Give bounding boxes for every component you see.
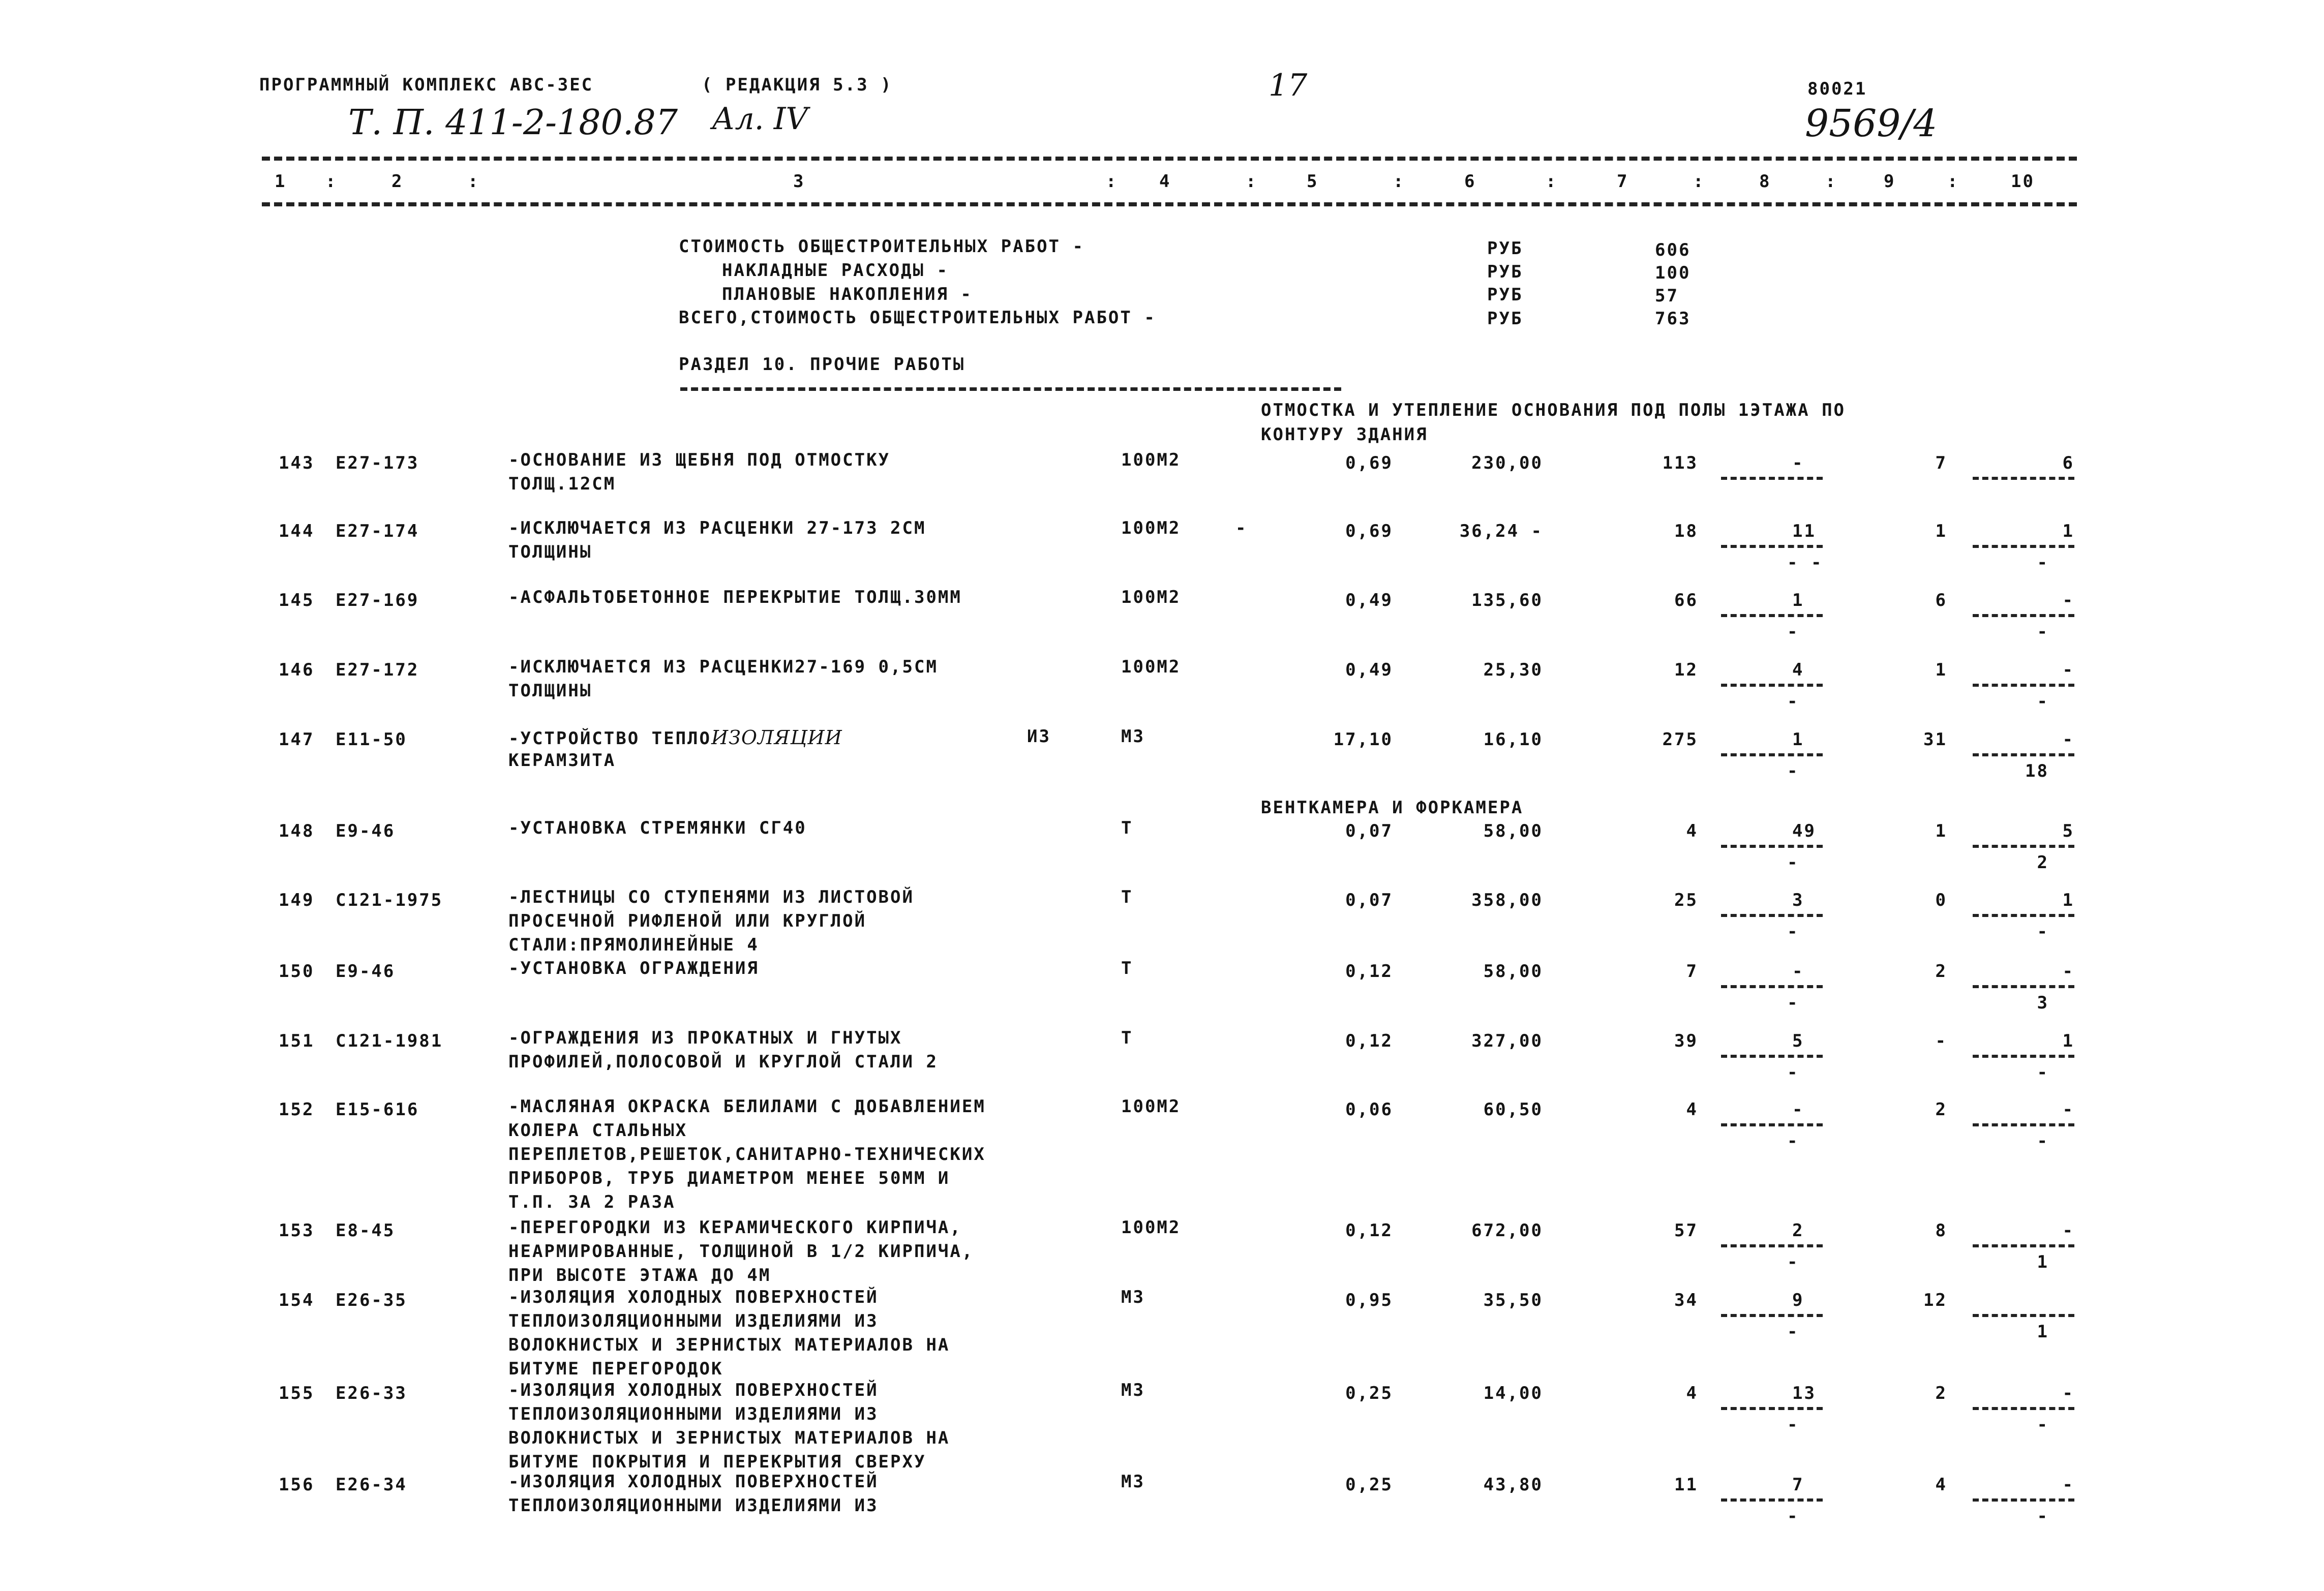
unit-price: 230,00 bbox=[1471, 453, 1543, 473]
quantity: 0,49 bbox=[1345, 660, 1393, 680]
unit: Т bbox=[1121, 1028, 1133, 1048]
work-description: БИТУМЕ ПОКРЫТИЯ И ПЕРЕКРЫТИЯ СВЕРХУ bbox=[508, 1452, 926, 1472]
summary-value: 763 bbox=[1655, 309, 1691, 329]
cell-separator bbox=[1721, 1407, 1823, 1410]
cell-separator bbox=[1973, 1498, 2074, 1502]
row-number: 144 bbox=[279, 521, 315, 541]
labor-value-2: - bbox=[1787, 993, 1799, 1013]
machine-value: 1 bbox=[1935, 821, 1947, 841]
unit-price: 327,00 bbox=[1471, 1031, 1543, 1051]
wage-value: - bbox=[2062, 590, 2074, 610]
work-description: -МАСЛЯНАЯ ОКРАСКА БЕЛИЛАМИ С ДОБАВЛЕНИЕМ bbox=[508, 1096, 986, 1117]
wage-value-2: 2 bbox=[2037, 852, 2049, 873]
document-code: 80021 bbox=[1807, 79, 1867, 99]
subsection-title-cont: КОНТУРУ ЗДАНИЯ bbox=[1261, 424, 1428, 445]
work-description: -ОГРАЖДЕНИЯ ИЗ ПРОКАТНЫХ И ГНУТЫХ bbox=[508, 1028, 902, 1048]
work-description: -ОСНОВАНИЕ ИЗ ЩЕБНЯ ПОД ОТМОСТКУ bbox=[508, 450, 891, 470]
wage-value: 1 bbox=[2062, 890, 2074, 910]
labor-value: 3 bbox=[1792, 890, 1804, 910]
row-number: 149 bbox=[279, 890, 315, 910]
summary-label: ПЛАНОВЫЕ НАКОПЛЕНИЯ - bbox=[722, 284, 973, 304]
quantity: 0,12 bbox=[1345, 1220, 1393, 1241]
row-number: 156 bbox=[279, 1475, 315, 1495]
quantity: 0,95 bbox=[1345, 1290, 1393, 1310]
total-cost: 57 bbox=[1674, 1220, 1698, 1241]
summary-unit: РУБ bbox=[1487, 238, 1523, 259]
work-description: -УСТАНОВКА ОГРАЖДЕНИЯ bbox=[508, 958, 759, 978]
labor-value: 7 bbox=[1792, 1475, 1804, 1495]
cell-separator bbox=[1973, 477, 2074, 480]
quantity: 0,69 bbox=[1345, 453, 1393, 473]
work-description-material: ИЗ bbox=[1027, 726, 1051, 747]
header-bottom-rule bbox=[262, 202, 2077, 206]
wage-value-2: - bbox=[2037, 691, 2049, 712]
row-number: 152 bbox=[279, 1099, 315, 1120]
work-description: ПРОФИЛЕЙ,ПОЛОСОВОЙ И КРУГЛОЙ СТАЛИ 2 bbox=[508, 1052, 938, 1072]
work-description: ПРИ ВЫСОТЕ ЭТАЖА ДО 4М bbox=[508, 1265, 771, 1286]
album-number: Ал. IV bbox=[712, 101, 808, 137]
work-description: ВОЛОКНИСТЫХ И ЗЕРНИСТЫХ МАТЕРИАЛОВ НА bbox=[508, 1428, 950, 1448]
labor-value-2: - - bbox=[1787, 553, 1823, 573]
machine-value: 1 bbox=[1935, 660, 1947, 680]
rate-code: Е26-35 bbox=[336, 1290, 407, 1310]
cell-separator bbox=[1721, 477, 1823, 480]
cell-separator bbox=[1973, 545, 2074, 548]
cell-separator bbox=[1973, 1055, 2074, 1058]
rate-code: Е27-169 bbox=[336, 590, 419, 610]
wage-value-2: - bbox=[2037, 1062, 2049, 1083]
quantity: 0,06 bbox=[1345, 1099, 1393, 1120]
wage-value: 6 bbox=[2062, 453, 2074, 473]
unit: М3 bbox=[1121, 1472, 1145, 1492]
quantity: 0,12 bbox=[1345, 1031, 1393, 1051]
unit: 100М2 bbox=[1121, 657, 1181, 677]
summary-label: ВСЕГО,СТОИМОСТЬ ОБЩЕСТРОИТЕЛЬНЫХ РАБОТ - bbox=[679, 308, 1156, 328]
wage-value-2: 18 bbox=[2025, 761, 2049, 781]
section-underline bbox=[680, 387, 1341, 391]
total-cost: 275 bbox=[1662, 729, 1698, 750]
total-cost: 18 bbox=[1674, 521, 1698, 541]
wage-value: - bbox=[2062, 961, 2074, 982]
row-number: 155 bbox=[279, 1383, 315, 1403]
unit: М3 bbox=[1121, 1380, 1145, 1400]
labor-value-2: - bbox=[1787, 1322, 1799, 1342]
cell-separator bbox=[1973, 614, 2074, 617]
total-cost: 113 bbox=[1662, 453, 1698, 473]
unit-price: 358,00 bbox=[1471, 890, 1543, 910]
column-number: 3 bbox=[793, 171, 805, 192]
unit: М3 bbox=[1121, 726, 1145, 747]
work-description: -ПЕРЕГОРОДКИ ИЗ КЕРАМИЧЕСКОГО КИРПИЧА, bbox=[508, 1217, 962, 1238]
total-cost: 7 bbox=[1686, 961, 1698, 982]
machine-value: 2 bbox=[1935, 961, 1947, 982]
row-number: 148 bbox=[279, 821, 315, 841]
cell-separator bbox=[1721, 1498, 1823, 1502]
machine-value: 1 bbox=[1935, 521, 1947, 541]
cell-separator bbox=[1973, 1244, 2074, 1247]
summary-value: 100 bbox=[1655, 263, 1691, 283]
summary-label: НАКЛАДНЫЕ РАСХОДЫ - bbox=[722, 260, 949, 281]
labor-value: 13 bbox=[1792, 1383, 1816, 1403]
quantity: 0,07 bbox=[1345, 821, 1393, 841]
machine-value: 4 bbox=[1935, 1475, 1947, 1495]
unit-price: 35,50 bbox=[1483, 1290, 1543, 1310]
work-description: КОЛЕРА СТАЛЬНЫХ bbox=[508, 1120, 688, 1141]
quantity: 0,69 bbox=[1345, 521, 1393, 541]
wage-value: - bbox=[2062, 660, 2074, 680]
cell-separator bbox=[1973, 845, 2074, 848]
labor-value: - bbox=[1792, 1099, 1804, 1120]
labor-value-2: - bbox=[1787, 852, 1799, 873]
work-description: -ИЗОЛЯЦИЯ ХОЛОДНЫХ ПОВЕРХНОСТЕЙ bbox=[508, 1472, 879, 1492]
labor-value: 2 bbox=[1792, 1220, 1804, 1241]
rate-code: С121-1975 bbox=[336, 890, 443, 910]
column-number: 2 bbox=[391, 171, 404, 192]
total-cost: 12 bbox=[1674, 660, 1698, 680]
work-description: -ЛЕСТНИЦЫ СО СТУПЕНЯМИ ИЗ ЛИСТОВОЙ bbox=[508, 887, 914, 907]
total-cost: 34 bbox=[1674, 1290, 1698, 1310]
project-number: Т. П. 411-2-180.87 bbox=[348, 103, 678, 143]
wage-value-2: - bbox=[2037, 1131, 2049, 1151]
column-number: 1 bbox=[275, 171, 287, 192]
total-cost: 4 bbox=[1686, 821, 1698, 841]
wage-value-2: - bbox=[2037, 553, 2049, 573]
labor-value: 1 bbox=[1792, 590, 1804, 610]
unit-price: 58,00 bbox=[1483, 961, 1543, 982]
unit: 100М2 bbox=[1121, 1217, 1181, 1238]
total-cost: 25 bbox=[1674, 890, 1698, 910]
row-number: 153 bbox=[279, 1220, 315, 1241]
total-cost: 4 bbox=[1686, 1099, 1698, 1120]
rate-code: Е9-46 bbox=[336, 821, 396, 841]
labor-value-2: - bbox=[1787, 1506, 1799, 1526]
summary-unit: РУБ bbox=[1487, 285, 1523, 305]
rate-code: Е8-45 bbox=[336, 1220, 396, 1241]
program-title: ПРОГРАММНЫЙ КОМПЛЕКС АВС-ЗЕС bbox=[259, 75, 594, 95]
machine-value: 31 bbox=[1923, 729, 1947, 750]
work-description: ТЕПЛОИЗОЛЯЦИОННЫМИ ИЗДЕЛИЯМИ ИЗ bbox=[508, 1404, 879, 1424]
work-description: ПЕРЕПЛЕТОВ,РЕШЕТОК,САНИТАРНО-ТЕХНИЧЕСКИХ bbox=[508, 1144, 986, 1165]
work-description: ВОЛОКНИСТЫХ И ЗЕРНИСТЫХ МАТЕРИАЛОВ НА bbox=[508, 1335, 950, 1355]
column-number: 7 bbox=[1617, 171, 1629, 192]
summary-unit: РУБ bbox=[1487, 262, 1523, 282]
work-description: -ИЗОЛЯЦИЯ ХОЛОДНЫХ ПОВЕРХНОСТЕЙ bbox=[508, 1287, 879, 1307]
row-number: 143 bbox=[279, 453, 315, 473]
unit-price: 60,50 bbox=[1483, 1099, 1543, 1120]
labor-value-2: - bbox=[1787, 1252, 1799, 1272]
work-description: ТОЛЩИНЫ bbox=[508, 681, 592, 701]
labor-value-2: - bbox=[1787, 1415, 1799, 1435]
machine-value: 12 bbox=[1923, 1290, 1947, 1310]
labor-value: 5 bbox=[1792, 1031, 1804, 1051]
labor-value: - bbox=[1792, 453, 1804, 473]
wage-value-2: - bbox=[2037, 622, 2049, 642]
unit: М3 bbox=[1121, 1287, 1145, 1307]
work-description: КЕРАМЗИТА bbox=[508, 750, 616, 771]
unit: Т bbox=[1121, 958, 1133, 978]
machine-value: 2 bbox=[1935, 1383, 1947, 1403]
column-number: 6 bbox=[1464, 171, 1476, 192]
unit-price: 58,00 bbox=[1483, 821, 1543, 841]
total-cost: 11 bbox=[1674, 1475, 1698, 1495]
labor-value-2: - bbox=[1787, 1131, 1799, 1151]
unit: Т bbox=[1121, 818, 1133, 838]
work-description: НЕАРМИРОВАННЫЕ, ТОЛЩИНОЙ В 1/2 КИРПИЧА, bbox=[508, 1241, 974, 1262]
edition-label: ( РЕДАКЦИЯ 5.3 ) bbox=[702, 75, 893, 95]
rate-code: Е26-34 bbox=[336, 1475, 407, 1495]
cell-separator bbox=[1721, 1314, 1823, 1317]
quantity: 0,12 bbox=[1345, 961, 1393, 982]
unit: 100М2 bbox=[1121, 1096, 1181, 1117]
work-description: ПРОСЕЧНОЙ РИФЛЕНОЙ ИЛИ КРУГЛОЙ bbox=[508, 911, 867, 931]
column-number: 10 bbox=[2011, 171, 2035, 192]
work-description: -ИСКЛЮЧАЕТСЯ ИЗ РАСЦЕНКИ 27-173 2СМ bbox=[508, 518, 926, 538]
work-description: -АСФАЛЬТОБЕТОННОЕ ПЕРЕКРЫТИЕ ТОЛЩ.30ММ bbox=[508, 587, 962, 607]
wage-value-2: 1 bbox=[2037, 1322, 2049, 1342]
cell-separator bbox=[1721, 845, 1823, 848]
summary-label: СТОИМОСТЬ ОБЩЕСТРОИТЕЛЬНЫХ РАБОТ - bbox=[679, 236, 1084, 257]
unit-price: 672,00 bbox=[1471, 1220, 1543, 1241]
column-number: 5 bbox=[1307, 171, 1319, 192]
quantity: 0,25 bbox=[1345, 1383, 1393, 1403]
negative-sign: - bbox=[1235, 518, 1248, 538]
cell-separator bbox=[1973, 684, 2074, 687]
machine-value: 0 bbox=[1935, 890, 1947, 910]
wage-value: - bbox=[2062, 1220, 2074, 1241]
quantity: 0,49 bbox=[1345, 590, 1393, 610]
wage-value: - bbox=[2062, 1383, 2074, 1403]
unit: Т bbox=[1121, 887, 1133, 907]
cell-separator bbox=[1973, 1407, 2074, 1410]
labor-value: 4 bbox=[1792, 660, 1804, 680]
cell-separator bbox=[1973, 985, 2074, 988]
total-cost: 4 bbox=[1686, 1383, 1698, 1403]
wage-value: 5 bbox=[2062, 821, 2074, 841]
subsection-title: ОТМОСТКА И УТЕПЛЕНИЕ ОСНОВАНИЯ ПОД ПОЛЫ 1ЭТАЖА ПО bbox=[1261, 400, 1846, 420]
cell-separator bbox=[1721, 684, 1823, 687]
cell-separator bbox=[1721, 1244, 1823, 1247]
column-number: 4 bbox=[1159, 171, 1171, 192]
column-number: 8 bbox=[1759, 171, 1771, 192]
unit-price: 25,30 bbox=[1483, 660, 1543, 680]
cell-separator bbox=[1973, 1314, 2074, 1317]
labor-value: - bbox=[1792, 961, 1804, 982]
subsection-title: ВЕНТКАМЕРА И ФОРКАМЕРА bbox=[1261, 798, 1524, 818]
work-description: ТЕПЛОИЗОЛЯЦИОННЫМИ ИЗДЕЛИЯМИ ИЗ bbox=[508, 1311, 879, 1331]
wage-value-2: 3 bbox=[2037, 993, 2049, 1013]
row-number: 147 bbox=[279, 729, 315, 750]
wage-value-2: - bbox=[2037, 1506, 2049, 1526]
work-description: ТЕПЛОИЗОЛЯЦИОННЫМИ ИЗДЕЛИЯМИ ИЗ bbox=[508, 1495, 879, 1516]
wage-value-2: - bbox=[2037, 1415, 2049, 1435]
cell-separator bbox=[1721, 914, 1823, 917]
unit-price: 16,10 bbox=[1483, 729, 1543, 750]
cell-separator bbox=[1721, 614, 1823, 617]
machine-value: 6 bbox=[1935, 590, 1947, 610]
row-number: 146 bbox=[279, 660, 315, 680]
labor-value-2: - bbox=[1787, 1062, 1799, 1083]
work-description: БИТУМЕ ПЕРЕГОРОДОК bbox=[508, 1359, 723, 1379]
cell-separator bbox=[1721, 753, 1823, 756]
rate-code: С121-1981 bbox=[336, 1031, 443, 1051]
page-number: 17 bbox=[1269, 68, 1308, 103]
wage-value: 1 bbox=[2062, 1031, 2074, 1051]
cell-separator bbox=[1973, 914, 2074, 917]
labor-value-2: - bbox=[1787, 691, 1799, 712]
wage-value: - bbox=[2062, 1099, 2074, 1120]
rate-code: Е27-172 bbox=[336, 660, 419, 680]
unit-price: 14,00 bbox=[1483, 1383, 1543, 1403]
summary-value: 606 bbox=[1655, 240, 1691, 260]
unit-price: 36,24 - bbox=[1459, 521, 1543, 541]
work-description: -УСТАНОВКА СТРЕМЯНКИ СГ40 bbox=[508, 818, 807, 838]
work-description: СТАЛИ:ПРЯМОЛИНЕЙНЫЕ 4 bbox=[508, 935, 759, 955]
quantity: 0,07 bbox=[1345, 890, 1393, 910]
summary-unit: РУБ bbox=[1487, 309, 1523, 329]
wage-value-2: 1 bbox=[2037, 1252, 2049, 1272]
work-description: ТОЛЩИНЫ bbox=[508, 542, 592, 562]
unit: 100М2 bbox=[1121, 518, 1181, 538]
labor-value: 49 bbox=[1792, 821, 1816, 841]
row-number: 145 bbox=[279, 590, 315, 610]
unit: 100М2 bbox=[1121, 587, 1181, 607]
rate-code: Е9-46 bbox=[336, 961, 396, 982]
rate-code: Е11-50 bbox=[336, 729, 407, 750]
unit-price: 135,60 bbox=[1471, 590, 1543, 610]
machine-value: 7 bbox=[1935, 453, 1947, 473]
cell-separator bbox=[1973, 753, 2074, 756]
wage-value: - bbox=[2062, 1475, 2074, 1495]
quantity: 17,10 bbox=[1333, 729, 1393, 750]
wage-value: 1 bbox=[2062, 521, 2074, 541]
labor-value-2: - bbox=[1787, 922, 1799, 942]
header-top-rule bbox=[262, 157, 2077, 161]
rate-code: Е26-33 bbox=[336, 1383, 407, 1403]
section-title: РАЗДЕЛ 10. ПРОЧИЕ РАБОТЫ bbox=[679, 354, 965, 375]
machine-value: 8 bbox=[1935, 1220, 1947, 1241]
labor-value: 11 bbox=[1792, 521, 1816, 541]
machine-value: 2 bbox=[1935, 1099, 1947, 1120]
summary-value: 57 bbox=[1655, 286, 1679, 306]
cell-separator bbox=[1973, 1123, 2074, 1126]
cell-separator bbox=[1721, 985, 1823, 988]
unit-price: 43,80 bbox=[1483, 1475, 1543, 1495]
labor-value: 9 bbox=[1792, 1290, 1804, 1310]
work-description: -ИЗОЛЯЦИЯ ХОЛОДНЫХ ПОВЕРХНОСТЕЙ bbox=[508, 1380, 879, 1400]
quantity: 0,25 bbox=[1345, 1475, 1393, 1495]
cell-separator bbox=[1721, 1123, 1823, 1126]
work-description: ТОЛЩ.12СМ bbox=[508, 474, 616, 494]
total-cost: 39 bbox=[1674, 1031, 1698, 1051]
rate-code: Е15-616 bbox=[336, 1099, 419, 1120]
work-description: Т.П. ЗА 2 РАЗА bbox=[508, 1192, 676, 1212]
machine-value: - bbox=[1935, 1031, 1947, 1051]
wage-value: - bbox=[2062, 729, 2074, 750]
sheet-number: 9569/4 bbox=[1805, 102, 1938, 145]
cell-separator bbox=[1721, 545, 1823, 548]
labor-value-2: - bbox=[1787, 761, 1799, 781]
rate-code: Е27-173 bbox=[336, 453, 419, 473]
labor-value-2: - bbox=[1787, 622, 1799, 642]
column-number: 9 bbox=[1884, 171, 1896, 192]
labor-value: 1 bbox=[1792, 729, 1804, 750]
work-description: -ИСКЛЮЧАЕТСЯ ИЗ РАСЦЕНКИ27-169 0,5СМ bbox=[508, 657, 938, 677]
rate-code: Е27-174 bbox=[336, 521, 419, 541]
total-cost: 66 bbox=[1674, 590, 1698, 610]
wage-value-2: - bbox=[2037, 922, 2049, 942]
row-number: 154 bbox=[279, 1290, 315, 1310]
work-description: ПРИБОРОВ, ТРУБ ДИАМЕТРОМ МЕНЕЕ 50ММ И bbox=[508, 1168, 950, 1188]
row-number: 150 bbox=[279, 961, 315, 982]
row-number: 151 bbox=[279, 1031, 315, 1051]
work-description: -УСТРОЙСТВО ТЕПЛОИЗОЛЯЦИИ bbox=[508, 726, 842, 749]
unit: 100М2 bbox=[1121, 450, 1181, 470]
cell-separator bbox=[1721, 1055, 1823, 1058]
